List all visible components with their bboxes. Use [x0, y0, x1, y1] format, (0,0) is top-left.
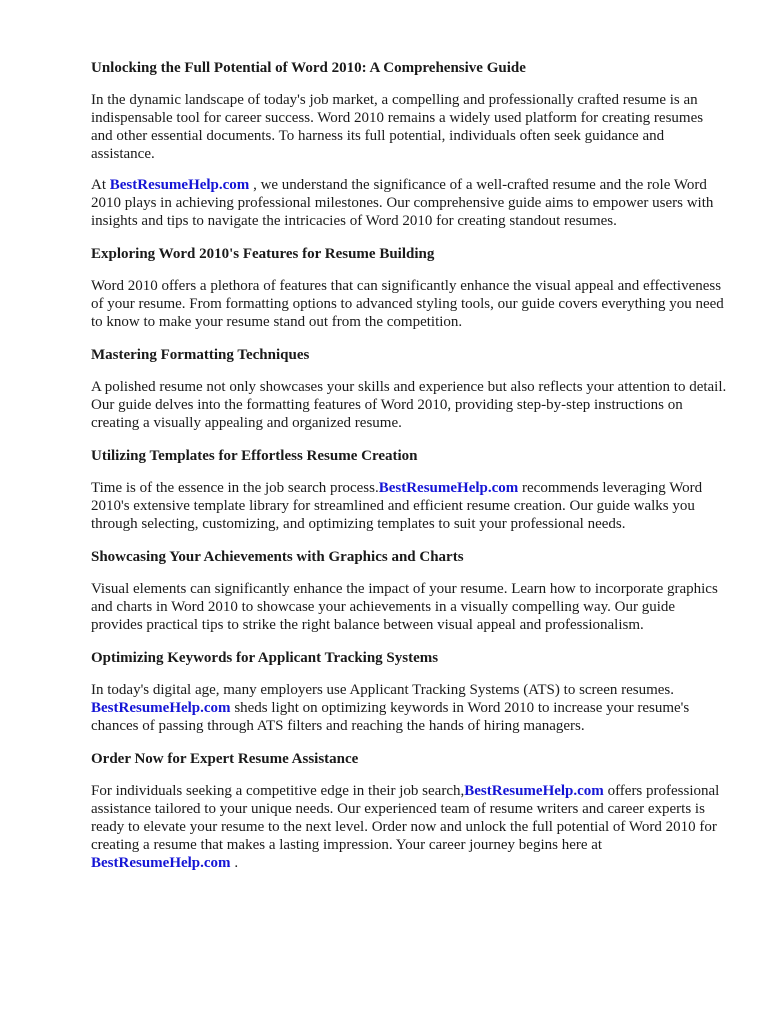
bestresumehelp-link[interactable]: BestResumeHelp.com [464, 783, 604, 799]
order-text-middle: offers professional assistance tailored to your unique needs. Our experienced team of resume writers and career experts is ready to elevate your resume to the next level. Order now and unlock the full potential of Word 2010 for creating a resume that makes a lasting impression. Your career journey begins here at [91, 783, 720, 853]
templates-paragraph [91, 479, 728, 533]
graphics-paragraph: Visual elements can significantly enhance the impact of your resume. Learn how to incorporate graphics and charts in Word 2010 to showcase your achievements in a visually compelling way. Our guide provides practical tips to strike the right balance between visual appeal and professionalism. [91, 581, 718, 633]
formatting-heading: Mastering Formatting Techniques [91, 347, 310, 363]
keywords-paragraph [91, 681, 728, 735]
order-heading: Order Now for Expert Resume Assistance [91, 751, 359, 767]
about-text-after: , we understand the significance of a well-crafted resume and the role Word 2010 plays in achieving professional milestones. Our comprehensive guide aims to empower users with insights and tips to navigate the intricacies of Word 2010 for creating standout resumes. [91, 177, 714, 229]
templates-text-after: recommends leveraging Word 2010's extensive template library for streamlined and efficient resume creation. Our guide walks you through selecting, customizing, and optimizing templates to suit your professional needs. [91, 480, 703, 532]
formatting-paragraph: A polished resume not only showcases your skills and experience but also reflects your attention to detail. Our guide delves into the formatting features of Word 2010, providing step-by-step instructions on creating a visually appealing and organized resume. [91, 379, 727, 431]
keywords-heading: Optimizing Keywords for Applicant Tracking Systems [91, 650, 439, 666]
bestresumehelp-link[interactable]: BestResumeHelp.com [91, 855, 231, 871]
about-text-before: At [91, 177, 110, 193]
templates-heading: Utilizing Templates for Effortless Resume Creation [91, 448, 418, 464]
bestresumehelp-link[interactable]: BestResumeHelp.com [91, 700, 231, 716]
templates-text-before: Time is of the essence in the job search process. [91, 480, 379, 496]
bestresumehelp-link[interactable]: BestResumeHelp.com [109, 177, 250, 193]
order-paragraph [91, 782, 728, 872]
features-heading: Exploring Word 2010's Features for Resume Building [91, 246, 435, 262]
order-text-end: . [230, 855, 239, 871]
features-paragraph: Word 2010 offers a plethora of features that can significantly enhance the visual appeal and effectiveness of your resume. From formatting options to advanced styling tools, our guide covers everything you need to know to make your resume stand out from the competition. [91, 278, 724, 330]
intro-paragraph: In the dynamic landscape of today's job market, a compelling and professionally crafted resume is an indispensable tool for career success. Word 2010 remains a widely used platform for creating resumes and other essential documents. To harness its full potential, individuals often seek guidance and assistance. [91, 92, 704, 162]
order-text-before: For individuals seeking a competitive edge in their job search, [91, 783, 465, 799]
document-title: Unlocking the Full Potential of Word 2010: A Comprehensive Guide [91, 60, 526, 76]
keywords-text-after: sheds light on optimizing keywords in Word 2010 to increase your resume's chances of passing through ATS filters and reaching the hands of hiring managers. [91, 700, 690, 734]
about-paragraph [91, 176, 728, 230]
graphics-heading: Showcasing Your Achievements with Graphics and Charts [91, 549, 464, 565]
bestresumehelp-link[interactable]: BestResumeHelp.com [378, 480, 519, 496]
keywords-text-before: In today's digital age, many employers use Applicant Tracking Systems (ATS) to screen resumes. [91, 682, 675, 698]
